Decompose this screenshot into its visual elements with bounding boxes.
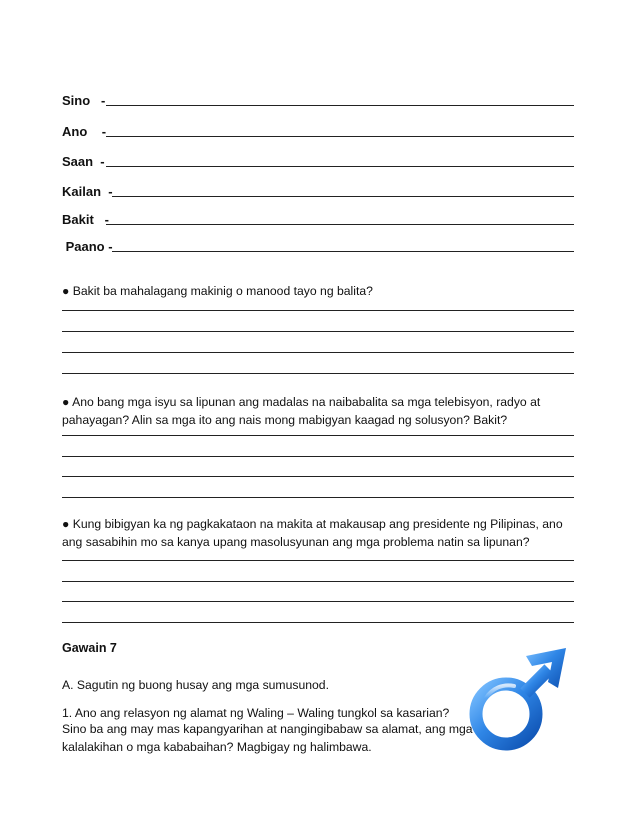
wh-label: Paano - (62, 239, 113, 254)
answer-line[interactable] (62, 435, 574, 436)
wh-label: Bakit - (62, 212, 109, 227)
answer-line[interactable] (62, 476, 574, 477)
item-1-line-2: Sino ba ang may mas kapangyarihan at nangingibabaw sa alamat, ang mga (62, 722, 473, 736)
answer-line[interactable] (106, 105, 574, 106)
wh-row-paano (62, 236, 574, 256)
answer-line[interactable] (62, 331, 574, 332)
answer-line[interactable] (62, 497, 574, 498)
answer-line[interactable] (106, 224, 574, 225)
question-2: ● Ano bang mga isyu sa lipunan ang madalas na naibabalita sa mga telebisyon, radyo at pahayagan? Alin sa mga ito ang nais mong mabigyan kaagad ng solusyon? Bakit? (62, 395, 541, 427)
answer-line[interactable] (62, 622, 574, 623)
activity-title: Gawain 7 (62, 641, 117, 655)
answer-line[interactable] (62, 310, 574, 311)
wh-row-saan (62, 151, 574, 171)
answer-line[interactable] (106, 136, 574, 137)
wh-row-sino (62, 90, 574, 110)
answer-line[interactable] (112, 196, 574, 197)
question-3: ● Kung bibigyan ka ng pagkakataon na makita at makausap ang presidente ng Pilipinas, ano ang sasabihin mo sa kanya upang masolusyunan ang mga problema natin sa lipunan? (62, 517, 563, 549)
wh-label: Sino - (62, 93, 106, 108)
wh-label: Ano - (62, 124, 107, 139)
answer-line[interactable] (62, 456, 574, 457)
answer-line[interactable] (62, 560, 574, 561)
wh-label: Kailan - (62, 184, 113, 199)
question-1: ● Bakit ba mahalagang makinig o manood tayo ng balita? (62, 284, 373, 298)
wh-label: Saan - (62, 154, 105, 169)
item-1-line-3: kalalakihan o mga kababaihan? Magbigay ng halimbawa. (62, 740, 372, 754)
activity-instruction: A. Sagutin ng buong husay ang mga sumusunod. (62, 678, 329, 692)
wh-row-ano (62, 121, 574, 141)
item-1-line-1: 1. Ano ang relasyon ng alamat ng Waling – Waling tungkol sa kasarian? (62, 706, 450, 720)
wh-row-bakit (62, 209, 574, 229)
wh-row-kailan (62, 181, 574, 201)
answer-line[interactable] (112, 251, 574, 252)
answer-line[interactable] (62, 601, 574, 602)
answer-line[interactable] (62, 373, 574, 374)
male-symbol-icon (456, 642, 578, 764)
answer-line[interactable] (62, 581, 574, 582)
answer-line[interactable] (106, 166, 574, 167)
answer-line[interactable] (62, 352, 574, 353)
